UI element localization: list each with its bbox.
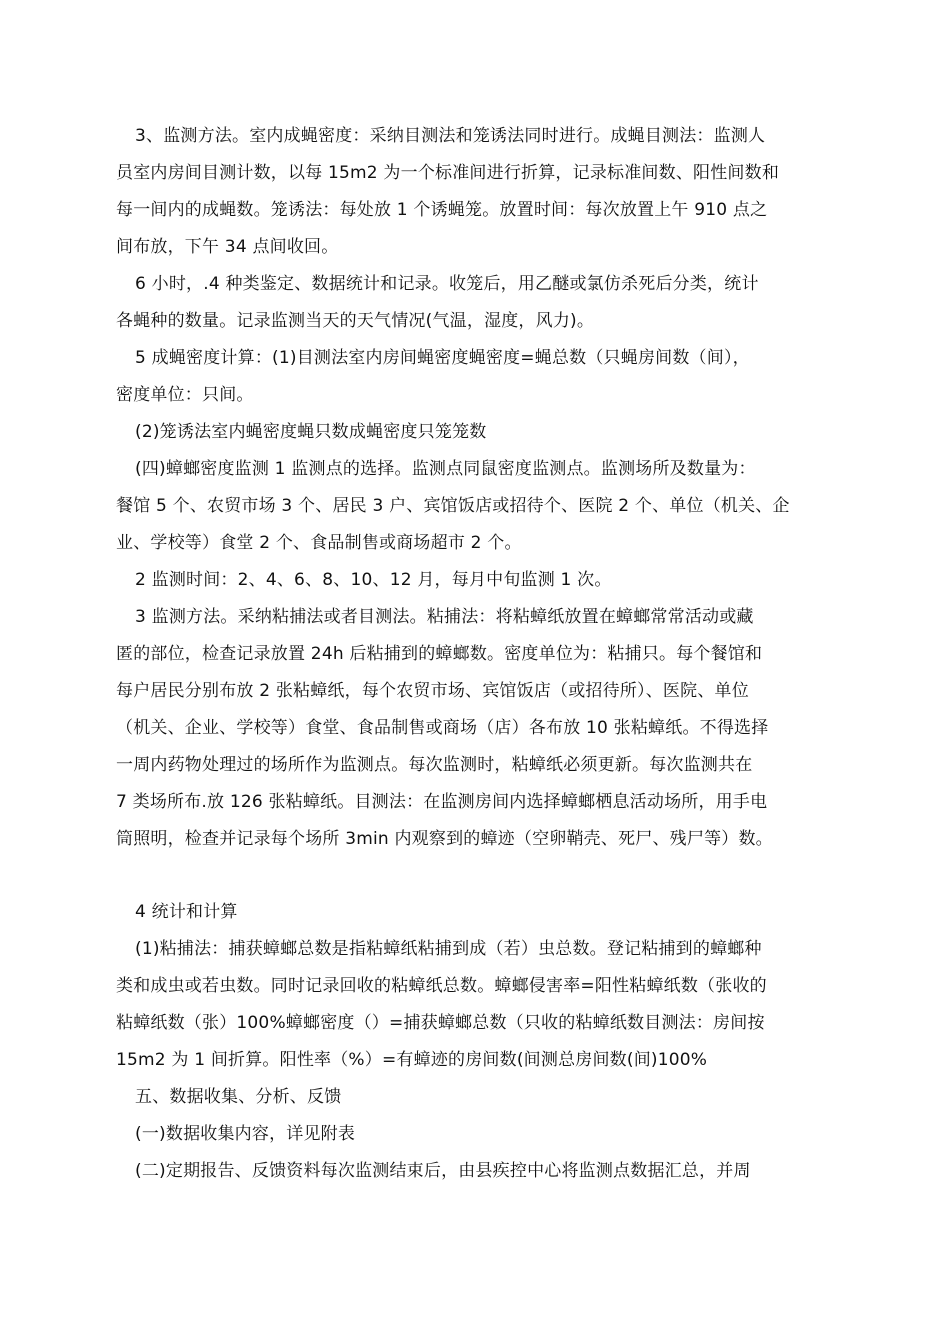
text-line: 筒照明，检查并记录每个场所 3min 内观察到的蟑迹（空卵鞘壳、死尸、残尸等）数。 xyxy=(116,829,773,849)
paragraph-cockroach-monitoring-time xyxy=(116,562,838,599)
document-body xyxy=(116,118,838,1190)
text-line: 每户居民分别布放 2 张粘蟑纸，每个农贸市场、宾馆饭店（或招待所）、医院、单位 xyxy=(116,681,749,701)
text-line: 密度单位：只间。 xyxy=(116,385,254,405)
text-line: 2 监测时间：2、4、6、8、10、12 月，每月中旬监测 1 次。 xyxy=(135,570,612,590)
paragraph-species-identification xyxy=(116,266,838,340)
paragraph-fly-density-calculation xyxy=(116,340,838,414)
text-line: 7 类场所布.放 126 张粘蟑纸。目测法：在监测房间内选择蟑螂栖息活动场所，用手电 xyxy=(116,792,768,812)
text-line: 6 小时，.4 种类鉴定、数据统计和记录。收笼后，用乙醚或氯仿杀死后分类，统计 xyxy=(135,274,759,294)
text-line: 粘蟑纸数（张）100%蟑螂密度（）=捕获蟑螂总数（只收的粘蟑纸数目测法：房间按 xyxy=(116,1013,765,1033)
text-line: 15m2 为 1 间折算。阳性率（%）=有蟑迹的房间数(间测总房间数(间)100% xyxy=(116,1050,708,1070)
text-line: 4 统计和计算 xyxy=(135,902,238,922)
text-line: (二)定期报告、反馈资料每次监测结束后，由县疾控中心将监测点数据汇总，并周 xyxy=(135,1161,751,1181)
text-line: 5 成蝇密度计算：(1)目测法室内房间蝇密度蝇密度=蝇总数（只蝇房间数（间）， xyxy=(135,348,750,368)
text-line: 每一间内的成蝇数。笼诱法：每处放 1 个诱蝇笼。放置时间：每次放置上午 910 点之 xyxy=(116,200,768,220)
text-line: 餐馆 5 个、农贸市场 3 个、居民 3 户、宾馆饭店或招待个、医院 2 个、单位（机关、企 xyxy=(116,496,790,516)
paragraph-data-collection-content xyxy=(116,1116,838,1153)
text-line: 各蝇种的数量。记录监测当天的天气情况(气温，湿度，风力)。 xyxy=(116,311,595,331)
text-line: 员室内房间目测计数，以每 15m2 为一个标准间进行折算，记录标准间数、阳性间数和 xyxy=(116,163,780,183)
text-line: (2)笼诱法室内蝇密度蝇只数成蝇密度只笼笼数 xyxy=(135,422,487,442)
text-line: 3 监测方法。采纳粘捕法或者目测法。粘捕法：将粘蟑纸放置在蟑螂常常活动或藏 xyxy=(135,607,754,627)
text-line: 3、监测方法。室内成蝇密度：采纳目测法和笼诱法同时进行。成蝇目测法：监测人 xyxy=(135,126,766,146)
paragraph-cockroach-site-selection xyxy=(116,451,838,562)
text-line: 业、学校等）食堂 2 个、食品制售或商场超市 2 个。 xyxy=(116,533,522,553)
paragraph-section-five-heading xyxy=(116,1079,838,1116)
text-line: 类和成虫或若虫数。同时记录回收的粘蟑纸总数。蟑螂侵害率=阳性粘蟑纸数（张收的 xyxy=(116,976,767,996)
paragraph-statistics-heading xyxy=(116,894,838,931)
text-line: 匿的部位，检查记录放置 24h 后粘捕到的蟑螂数。密度单位为：粘捕只。每个餐馆和 xyxy=(116,644,763,664)
text-line: (一)数据收集内容，详见附表 xyxy=(135,1124,356,1144)
text-line: (1)粘捕法：捕获蟑螂总数是指粘蟑纸粘捕到成（若）虫总数。登记粘捕到的蟑螂种 xyxy=(135,939,762,959)
text-line: 一周内药物处理过的场所作为监测点。每次监测时，粘蟑纸必须更新。每次监测共在 xyxy=(116,755,753,775)
paragraph-cage-method-density xyxy=(116,414,838,451)
text-line: (四)蟑螂密度监测 1 监测点的选择。监测点同鼠密度监测点。监测场所及数量为： xyxy=(135,459,756,479)
text-line: 间布放，下午 34 点间收回。 xyxy=(116,237,339,257)
text-line: （机关、企业、学校等）食堂、食品制售或商场（店）各布放 10 张粘蟑纸。不得选择 xyxy=(116,718,769,738)
paragraph-cockroach-monitoring-method xyxy=(116,599,838,858)
text-line: 五、数据收集、分析、反馈 xyxy=(135,1087,342,1107)
paragraph-sticky-trap-method xyxy=(116,931,838,1079)
paragraph-monitoring-method-flies xyxy=(116,118,838,266)
paragraph-periodic-report xyxy=(116,1153,838,1190)
